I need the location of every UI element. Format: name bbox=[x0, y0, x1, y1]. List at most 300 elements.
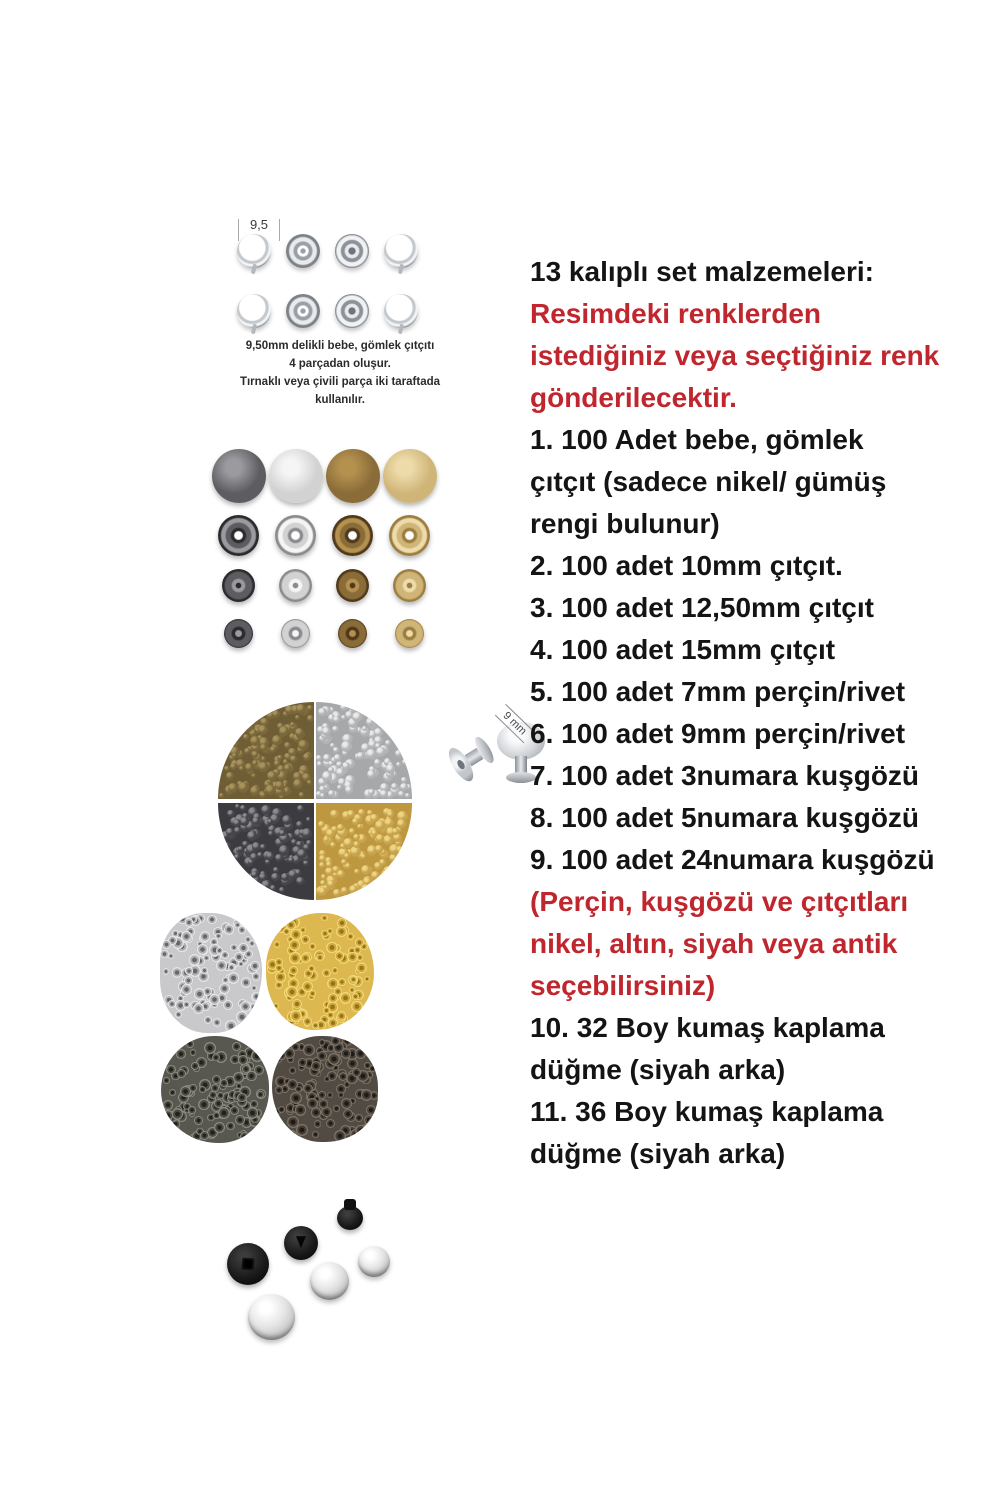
snap-stud-icon bbox=[393, 569, 426, 602]
metal-piece-icon bbox=[252, 751, 259, 758]
metal-piece-icon bbox=[219, 793, 224, 798]
metal-piece-icon bbox=[295, 728, 304, 737]
metal-piece-icon bbox=[395, 750, 402, 757]
metal-piece-icon bbox=[234, 922, 241, 929]
metal-piece-icon bbox=[277, 1051, 286, 1060]
metal-piece-icon bbox=[370, 814, 379, 823]
snap-post-icon bbox=[224, 619, 253, 648]
metal-piece-icon bbox=[190, 1049, 196, 1055]
metal-piece-icon bbox=[380, 790, 388, 798]
set-list-line: Resimdeki renklerden bbox=[530, 298, 822, 329]
rivet-measurement-label: 9 mm bbox=[495, 704, 535, 743]
metal-piece-icon bbox=[337, 785, 342, 790]
metal-piece-icon bbox=[307, 780, 313, 786]
metal-piece-icon bbox=[332, 726, 338, 732]
metal-piece-icon bbox=[253, 1129, 263, 1139]
metal-piece-icon bbox=[213, 1018, 222, 1027]
metal-piece-icon bbox=[328, 1053, 340, 1065]
metal-piece-icon bbox=[177, 1069, 186, 1078]
metal-piece-icon bbox=[355, 1114, 363, 1122]
metal-piece-icon bbox=[327, 978, 338, 989]
metal-piece-icon bbox=[297, 805, 304, 812]
metal-piece-icon bbox=[330, 810, 339, 819]
metal-piece-icon bbox=[260, 844, 266, 850]
metal-piece-icon bbox=[341, 1098, 352, 1109]
metal-piece-icon bbox=[181, 931, 192, 942]
metal-piece-icon bbox=[296, 1124, 308, 1136]
metal-piece-icon bbox=[212, 1054, 220, 1062]
metal-piece-icon bbox=[246, 1071, 256, 1081]
metal-piece-icon bbox=[366, 718, 373, 725]
metal-piece-icon bbox=[232, 753, 237, 758]
set-list-line: düğme (siyah arka) bbox=[530, 1054, 786, 1085]
snap-socket-icon bbox=[275, 515, 316, 556]
metal-piece-icon bbox=[219, 861, 224, 866]
metal-piece-icon bbox=[250, 786, 260, 796]
metal-piece-icon bbox=[352, 1068, 361, 1077]
metal-piece-icon bbox=[320, 880, 326, 886]
metal-piece-icon bbox=[301, 935, 310, 944]
metal-piece-icon bbox=[352, 993, 359, 1000]
metal-piece-icon bbox=[365, 925, 372, 932]
metal-piece-icon bbox=[163, 1100, 172, 1109]
metal-piece-icon bbox=[166, 1065, 176, 1075]
metal-piece-icon bbox=[230, 739, 238, 747]
metal-piece-icon bbox=[168, 953, 174, 959]
metal-piece-icon bbox=[290, 1010, 302, 1022]
metal-piece-icon bbox=[307, 715, 314, 722]
prong-ring-socket-icon bbox=[286, 234, 320, 268]
metal-piece-icon bbox=[349, 828, 355, 834]
metal-piece-icon bbox=[248, 890, 254, 896]
metal-piece-icon bbox=[317, 761, 322, 766]
metal-piece-icon bbox=[406, 847, 412, 853]
metal-piece-icon bbox=[273, 867, 279, 873]
metal-piece-icon bbox=[186, 1040, 194, 1048]
set-list-line: 4. 100 adet 15mm çıtçıt bbox=[530, 634, 836, 665]
metal-piece-icon bbox=[271, 873, 280, 882]
set-list-line: (Perçin, kuşgözü ve çıtçıtları bbox=[530, 886, 909, 917]
metal-piece-icon bbox=[163, 1077, 170, 1084]
set-list-line: nikel, altın, siyah veya antik bbox=[530, 928, 898, 959]
metal-piece-icon bbox=[238, 1055, 248, 1065]
metal-piece-icon bbox=[275, 1086, 283, 1094]
metal-piece-icon bbox=[327, 1092, 333, 1098]
metal-piece-icon bbox=[281, 873, 289, 881]
metal-piece-icon bbox=[228, 783, 238, 793]
metal-piece-icon bbox=[365, 1131, 373, 1139]
metal-piece-icon bbox=[402, 717, 411, 726]
metal-piece-icon bbox=[270, 885, 276, 891]
metal-piece-icon bbox=[226, 828, 234, 836]
metal-piece-icon bbox=[406, 841, 412, 847]
metal-piece-icon bbox=[303, 753, 311, 761]
metal-piece-icon bbox=[214, 1122, 225, 1133]
metal-piece-icon bbox=[343, 838, 354, 849]
metal-piece-icon bbox=[189, 1084, 197, 1092]
metal-piece-icon bbox=[183, 1001, 190, 1008]
metal-piece-icon bbox=[239, 766, 244, 771]
photo-caption-line: 4 parçadan oluşur. bbox=[289, 358, 391, 370]
metal-piece-icon bbox=[324, 1076, 331, 1083]
metal-piece-icon bbox=[216, 960, 227, 971]
metal-piece-icon bbox=[340, 992, 351, 1003]
metal-piece-icon bbox=[226, 772, 235, 781]
metal-piece-icon bbox=[303, 1084, 313, 1094]
metal-piece-icon bbox=[319, 862, 325, 868]
metal-piece-icon bbox=[271, 1019, 279, 1027]
metal-piece-icon bbox=[274, 760, 281, 767]
metal-piece-icon bbox=[221, 870, 232, 881]
metal-piece-icon bbox=[290, 722, 295, 727]
metal-piece-icon bbox=[334, 754, 342, 762]
metal-piece-icon bbox=[251, 1050, 262, 1061]
metal-piece-icon bbox=[279, 726, 289, 736]
set-list-line: 7. 100 adet 3numara kuşgözü bbox=[530, 760, 920, 791]
metal-piece-icon bbox=[375, 820, 385, 830]
metal-piece-icon bbox=[185, 967, 193, 975]
prong-ring-open-icon bbox=[384, 294, 418, 328]
metal-piece-icon bbox=[374, 759, 381, 766]
eyelet-pile-gold bbox=[266, 913, 374, 1030]
metal-piece-icon bbox=[259, 873, 267, 881]
set-list-line: 6. 100 adet 9mm perçin/rivet bbox=[530, 718, 906, 749]
metal-piece-icon bbox=[337, 918, 347, 928]
metal-piece-icon bbox=[228, 964, 235, 971]
metal-piece-icon bbox=[243, 734, 249, 740]
metal-piece-icon bbox=[218, 1107, 230, 1119]
metal-piece-icon bbox=[227, 810, 234, 817]
metal-piece-icon bbox=[289, 952, 300, 963]
metal-piece-icon bbox=[258, 725, 268, 735]
metal-piece-icon bbox=[199, 1086, 206, 1093]
metal-piece-icon bbox=[299, 792, 304, 797]
metal-piece-icon bbox=[308, 965, 315, 972]
snap-socket-icon bbox=[218, 515, 259, 556]
metal-piece-icon bbox=[357, 893, 362, 898]
snap-socket-icon bbox=[332, 515, 373, 556]
metal-piece-icon bbox=[188, 1106, 196, 1114]
metal-piece-icon bbox=[303, 1017, 312, 1026]
metal-piece-icon bbox=[318, 1091, 325, 1098]
metal-piece-icon bbox=[352, 712, 362, 722]
metal-piece-icon bbox=[295, 869, 301, 875]
metal-piece-icon bbox=[282, 815, 292, 825]
metal-piece-icon bbox=[347, 933, 354, 940]
metal-piece-icon bbox=[333, 716, 340, 723]
metal-piece-icon bbox=[169, 1089, 176, 1096]
metal-piece-icon bbox=[402, 887, 411, 896]
metal-piece-icon bbox=[240, 1001, 251, 1012]
metal-piece-icon bbox=[175, 1011, 182, 1018]
metal-piece-icon bbox=[295, 715, 300, 720]
metal-piece-icon bbox=[309, 943, 316, 950]
snap-stud-icon bbox=[279, 569, 312, 602]
rivet-pile-photo bbox=[218, 702, 412, 900]
metal-piece-icon bbox=[318, 708, 327, 717]
rivet-pile-nickel bbox=[316, 702, 412, 799]
metal-piece-icon bbox=[392, 889, 400, 897]
metal-piece-icon bbox=[291, 1043, 300, 1052]
metal-piece-icon bbox=[332, 967, 339, 974]
metal-piece-icon bbox=[323, 754, 331, 762]
metal-piece-icon bbox=[319, 855, 326, 862]
metal-piece-icon bbox=[191, 1062, 199, 1070]
metal-piece-icon bbox=[193, 1003, 204, 1014]
metal-piece-icon bbox=[320, 793, 325, 798]
metal-piece-icon bbox=[203, 955, 210, 962]
metal-piece-icon bbox=[334, 1130, 346, 1142]
metal-piece-icon bbox=[350, 976, 357, 983]
metal-piece-icon bbox=[189, 954, 200, 965]
bracket-tick bbox=[279, 219, 280, 241]
metal-piece-icon bbox=[328, 767, 333, 772]
metal-piece-icon bbox=[400, 783, 408, 791]
metal-piece-icon bbox=[218, 708, 223, 713]
metal-piece-icon bbox=[296, 821, 303, 828]
metal-piece-icon bbox=[204, 1016, 212, 1024]
prong-ring-socket-icon bbox=[286, 294, 320, 328]
metal-piece-icon bbox=[333, 747, 339, 753]
metal-piece-icon bbox=[200, 1131, 209, 1140]
metal-piece-icon bbox=[272, 710, 280, 718]
photo-caption-line: Tırnaklı veya çivili parça iki taraftada bbox=[239, 376, 441, 388]
metal-piece-icon bbox=[309, 990, 316, 997]
metal-piece-icon bbox=[289, 966, 298, 975]
prong-ring-stud-icon bbox=[335, 294, 369, 328]
metal-piece-icon bbox=[319, 1039, 326, 1046]
rivet-pile-antique bbox=[218, 702, 314, 799]
metal-piece-icon bbox=[252, 817, 260, 825]
metal-piece-icon bbox=[330, 842, 337, 849]
set-list-line: 1. 100 Adet bebe, gömlek bbox=[530, 424, 864, 455]
snap-stud-icon bbox=[222, 569, 255, 602]
metal-piece-icon bbox=[401, 777, 407, 783]
metal-piece-icon bbox=[247, 925, 253, 931]
metal-piece-icon bbox=[296, 877, 305, 886]
metal-piece-icon bbox=[209, 1091, 217, 1099]
metal-piece-icon bbox=[250, 961, 259, 970]
metal-piece-icon bbox=[317, 1051, 327, 1061]
metal-piece-icon bbox=[296, 704, 306, 714]
snap-cap-icon bbox=[326, 449, 380, 503]
prong-ring-open-icon bbox=[237, 294, 271, 328]
rivet-pile-black bbox=[218, 803, 314, 900]
metal-piece-icon bbox=[215, 933, 221, 939]
metal-piece-icon bbox=[345, 786, 353, 794]
metal-piece-icon bbox=[260, 792, 266, 798]
metal-piece-icon bbox=[355, 1048, 366, 1059]
metal-piece-icon bbox=[163, 968, 169, 974]
metal-piece-icon bbox=[176, 1049, 186, 1059]
metal-piece-icon bbox=[347, 952, 357, 962]
metal-piece-icon bbox=[322, 969, 330, 977]
metal-piece-icon bbox=[274, 941, 281, 948]
metal-piece-icon bbox=[273, 1003, 279, 1009]
metal-piece-icon bbox=[252, 703, 262, 713]
metal-piece-icon bbox=[230, 944, 238, 952]
set-list-line: 5. 100 adet 7mm perçin/rivet bbox=[530, 676, 906, 707]
metal-piece-icon bbox=[244, 1022, 255, 1033]
covered-button-cap-icon bbox=[248, 1294, 295, 1340]
metal-piece-icon bbox=[314, 1120, 322, 1128]
snap-cap-icon bbox=[383, 449, 437, 503]
metal-piece-icon bbox=[247, 831, 257, 841]
metal-piece-icon bbox=[352, 818, 359, 825]
metal-piece-icon bbox=[245, 936, 251, 942]
metal-piece-icon bbox=[361, 914, 372, 925]
eyelet-pile-antique bbox=[272, 1036, 378, 1142]
covered-button-cap-icon bbox=[310, 1262, 349, 1300]
metal-piece-icon bbox=[335, 951, 344, 960]
metal-piece-icon bbox=[383, 869, 394, 880]
metal-piece-icon bbox=[258, 762, 269, 773]
set-list-line: düğme (siyah arka) bbox=[530, 1138, 786, 1169]
metal-piece-icon bbox=[290, 755, 298, 763]
metal-piece-icon bbox=[220, 724, 231, 735]
metal-piece-icon bbox=[303, 1044, 315, 1056]
metal-piece-icon bbox=[371, 830, 378, 837]
set-list-line: 13 kalıplı set malzemeleri: bbox=[530, 256, 874, 287]
snap-cap-icon bbox=[212, 449, 266, 503]
metal-piece-icon bbox=[266, 852, 274, 860]
photo-caption bbox=[190, 337, 490, 409]
metal-piece-icon bbox=[325, 867, 334, 876]
photo-caption-line: kullanılır. bbox=[315, 394, 365, 406]
metal-piece-icon bbox=[337, 870, 345, 878]
metal-piece-icon bbox=[226, 1122, 235, 1131]
metal-piece-icon bbox=[198, 1099, 209, 1110]
metal-piece-icon bbox=[333, 889, 341, 897]
metal-piece-icon bbox=[328, 993, 338, 1003]
metal-piece-icon bbox=[318, 887, 328, 897]
metal-piece-icon bbox=[295, 1086, 301, 1092]
metal-piece-icon bbox=[398, 848, 405, 855]
snap-button-grid-photo bbox=[210, 444, 438, 658]
covered-button-photo bbox=[190, 1176, 490, 1366]
snap-post-icon bbox=[281, 619, 310, 648]
metal-piece-icon bbox=[275, 781, 284, 790]
metal-piece-icon bbox=[163, 1110, 174, 1121]
metal-piece-icon bbox=[172, 1108, 184, 1120]
covered-button-back-icon bbox=[227, 1243, 269, 1285]
metal-piece-icon bbox=[234, 881, 244, 891]
covered-button-cap-icon bbox=[358, 1246, 390, 1277]
metal-piece-icon bbox=[225, 1020, 237, 1032]
metal-piece-icon bbox=[251, 715, 259, 723]
metal-piece-icon bbox=[181, 984, 192, 995]
prong-ring-open-icon bbox=[384, 234, 418, 268]
metal-piece-icon bbox=[302, 828, 313, 839]
metal-piece-icon bbox=[279, 887, 285, 893]
metal-piece-icon bbox=[376, 747, 385, 756]
metal-piece-icon bbox=[209, 994, 220, 1005]
metal-piece-icon bbox=[252, 760, 258, 766]
metal-piece-icon bbox=[272, 735, 282, 745]
metal-piece-icon bbox=[230, 1106, 239, 1115]
metal-piece-icon bbox=[250, 853, 258, 861]
photo-caption-line: 9,50mm delikli bebe, gömlek çıtçıtı bbox=[245, 340, 435, 352]
metal-piece-icon bbox=[290, 1092, 302, 1104]
metal-piece-icon bbox=[361, 1089, 373, 1101]
metal-piece-icon bbox=[224, 924, 235, 935]
metal-piece-icon bbox=[316, 755, 322, 761]
metal-piece-icon bbox=[331, 1036, 340, 1045]
metal-piece-icon bbox=[402, 759, 409, 766]
prong-snap-photo bbox=[190, 209, 490, 419]
metal-piece-icon bbox=[389, 854, 397, 862]
set-list-line: rengi bulunur) bbox=[530, 508, 720, 539]
set-list-line: çıtçıt (sadece nikel/ gümüş bbox=[530, 466, 887, 497]
metal-piece-icon bbox=[172, 967, 182, 977]
metal-piece-icon bbox=[321, 874, 326, 879]
snap-stud-icon bbox=[336, 569, 369, 602]
metal-piece-icon bbox=[321, 915, 327, 921]
set-list-line: seçebilirsiniz) bbox=[530, 970, 716, 1001]
metal-piece-icon bbox=[316, 954, 323, 961]
metal-piece-icon bbox=[267, 771, 277, 781]
metal-piece-icon bbox=[333, 1105, 341, 1113]
metal-piece-icon bbox=[185, 918, 194, 927]
metal-piece-icon bbox=[238, 782, 249, 793]
metal-piece-icon bbox=[376, 834, 384, 842]
prong-ring-stud-icon bbox=[335, 234, 369, 268]
set-list-line: istediğiniz veya seçtiğiniz renk bbox=[530, 340, 940, 371]
metal-piece-icon bbox=[295, 1104, 306, 1115]
metal-piece-icon bbox=[371, 871, 381, 881]
metal-piece-icon bbox=[221, 750, 229, 758]
metal-piece-icon bbox=[279, 830, 286, 837]
set-list-line: 10. 32 Boy kumaş kaplama bbox=[530, 1012, 885, 1043]
metal-piece-icon bbox=[396, 762, 401, 767]
metal-piece-icon bbox=[279, 845, 290, 856]
set-list-line: 2. 100 adet 10mm çıtçıt. bbox=[530, 550, 843, 581]
covered-button-back-icon bbox=[284, 1226, 318, 1260]
metal-piece-icon bbox=[283, 1134, 289, 1140]
metal-piece-icon bbox=[366, 749, 377, 760]
metal-piece-icon bbox=[240, 1132, 249, 1141]
metal-piece-icon bbox=[338, 1092, 344, 1098]
metal-piece-icon bbox=[207, 915, 217, 925]
metal-piece-icon bbox=[234, 854, 240, 860]
metal-piece-icon bbox=[221, 951, 229, 959]
metal-piece-icon bbox=[337, 1011, 346, 1020]
metal-piece-icon bbox=[194, 1116, 203, 1125]
metal-piece-icon bbox=[270, 746, 276, 752]
metal-piece-icon bbox=[233, 1072, 243, 1082]
metal-piece-icon bbox=[403, 733, 410, 740]
metal-piece-icon bbox=[340, 703, 348, 711]
metal-piece-icon bbox=[341, 715, 347, 721]
metal-piece-icon bbox=[319, 1099, 328, 1108]
metal-piece-icon bbox=[222, 842, 230, 850]
metal-piece-icon bbox=[275, 958, 283, 966]
metal-piece-icon bbox=[220, 1079, 228, 1087]
metal-piece-icon bbox=[289, 939, 300, 950]
metal-piece-icon bbox=[312, 1131, 319, 1138]
metal-piece-icon bbox=[397, 819, 406, 828]
metal-piece-icon bbox=[341, 741, 352, 752]
prong-ring-open-icon bbox=[237, 234, 271, 268]
metal-piece-icon bbox=[327, 928, 333, 934]
metal-piece-icon bbox=[404, 859, 409, 864]
set-description-list bbox=[530, 251, 995, 1175]
snap-socket-icon bbox=[389, 515, 430, 556]
eyelet-pile-gunmetal bbox=[161, 1036, 269, 1143]
metal-piece-icon bbox=[374, 862, 382, 870]
metal-piece-icon bbox=[303, 860, 309, 866]
metal-piece-icon bbox=[364, 976, 370, 982]
